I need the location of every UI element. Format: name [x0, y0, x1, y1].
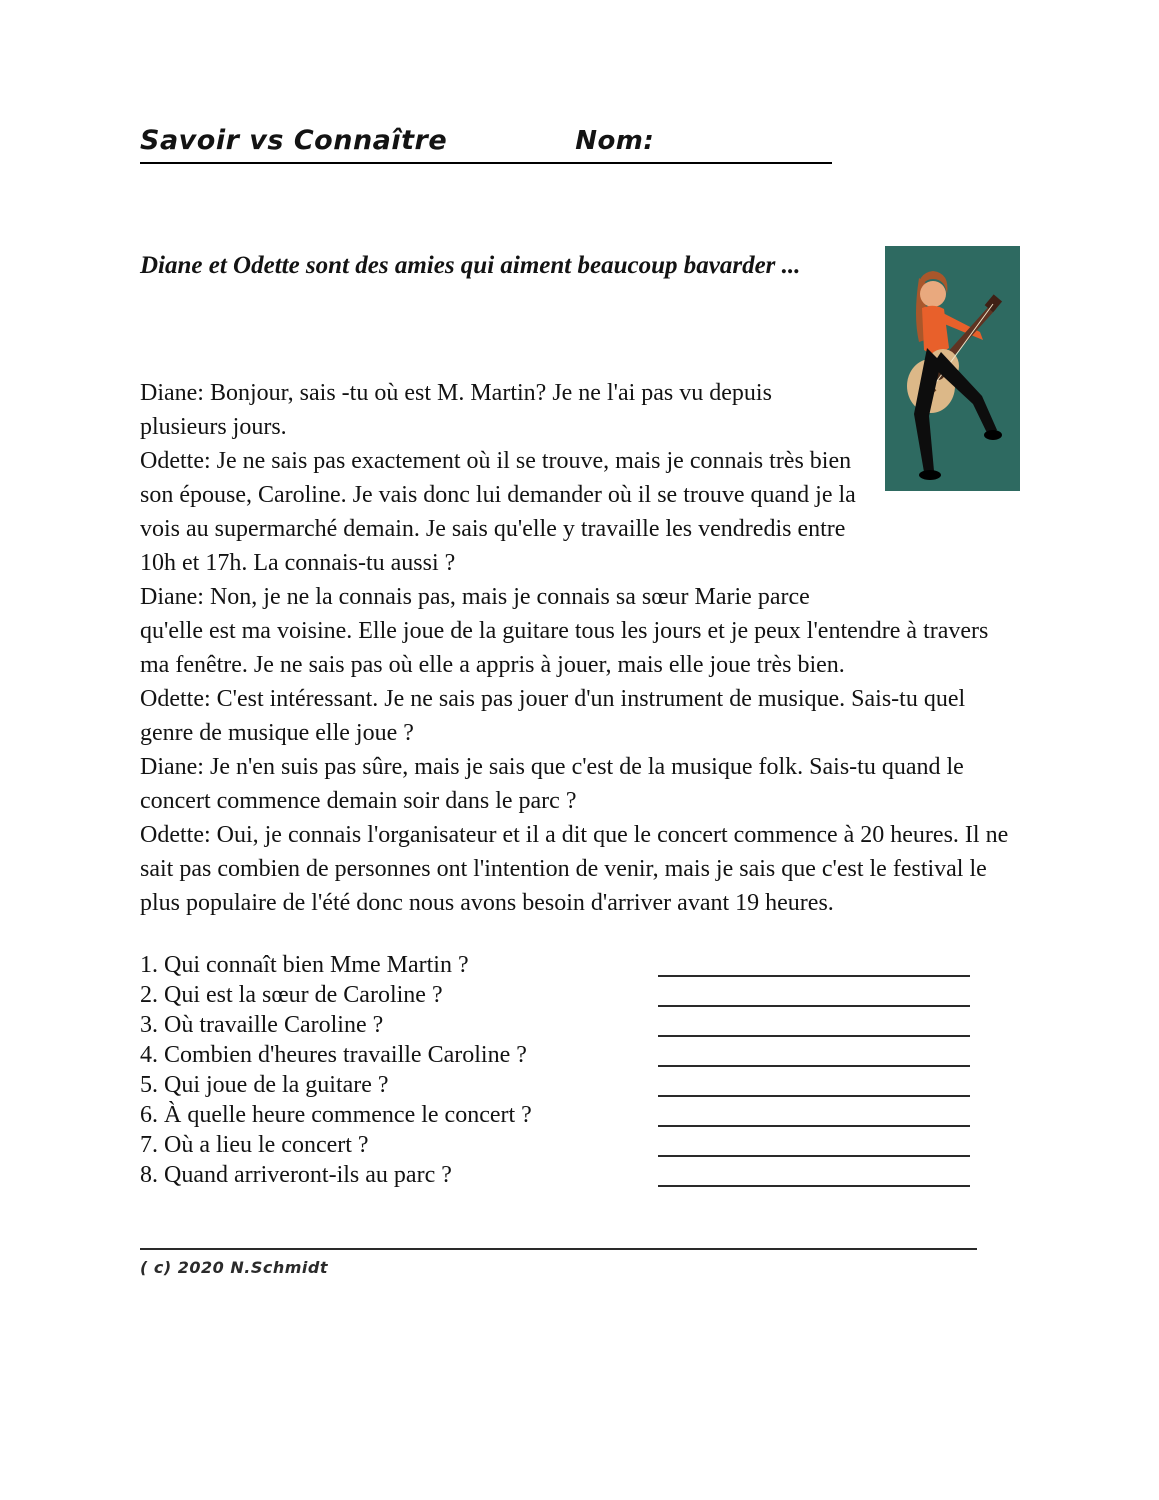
copyright-text: ( c) 2020 N.Schmidt [140, 1258, 328, 1277]
worksheet-content [140, 252, 1020, 1277]
dialogue-line: Odette: Oui, je connais l'organisateur et il a dit que le concert commence à 20 heures. Il ne sait pas combien de personnes ont l'intention de venir, mais je sais que c'est le festival le plus populaire de l'été donc nous avons besoin d'arriver avant 19 heures. [140, 822, 1009, 916]
question-list [140, 950, 1020, 1190]
question-text: 1. Qui connaît bien Mme Martin ? [140, 952, 469, 978]
answer-blank-line [658, 1163, 970, 1187]
question-item [140, 1100, 1020, 1130]
question-text: 4. Combien d'heures travaille Caroline ? [140, 1042, 527, 1068]
question-text: 3. Où travaille Caroline ? [140, 1012, 384, 1038]
guitar-player-image [885, 246, 1020, 491]
answer-blank-line [658, 1073, 970, 1097]
question-item [140, 950, 1020, 980]
question-text: 2. Qui est la sœur de Caroline ? [140, 982, 443, 1008]
dialogue-line: Diane: Non, je ne la connais pas, mais je connais sa sœur Marie parce qu'elle est ma voisine. Elle joue de la guitare tous les jours et je peux l'entendre à travers ma fenêtre. Je ne sais pas où elle a appris à jouer, mais elle joue très bien. [140, 584, 989, 678]
dialogue-line: Odette: C'est intéressant. Je ne sais pas jouer d'un instrument de musique. Sais-tu quel genre de musique elle joue ? [140, 686, 966, 746]
question-item [140, 1160, 1020, 1190]
dialogue-line: Diane: Je n'en suis pas sûre, mais je sais que c'est de la musique folk. Sais-tu quand le concert commence demain soir dans le parc ? [140, 754, 964, 814]
intro-sentence: Diane et Odette sont des amies qui aiment beaucoup bavarder ... [140, 252, 801, 279]
question-item [140, 1010, 1020, 1040]
footer-divider-line [140, 1248, 977, 1250]
question-item [140, 980, 1020, 1010]
page-title: Savoir vs Connaître [140, 125, 448, 156]
question-text: 6. À quelle heure commence le concert ? [140, 1102, 532, 1128]
guitar-player-illustration [885, 246, 1020, 491]
answer-blank-line [658, 953, 970, 977]
dialogue-line: Odette: Je ne sais pas exactement où il se trouve, mais je connais très bien son épouse, Caroline. Je vais donc lui demander où il se trouve quand je la vois au supermarché demain. Je sais qu'elle y travaille les vendredis entre 10h et 17h. La connais-tu aussi ? [140, 448, 856, 576]
question-item [140, 1040, 1020, 1070]
dialogue-line: Diane: Bonjour, sais -tu où est M. Martin? Je ne l'ai pas vu depuis plusieurs jours. [140, 380, 772, 440]
question-item [140, 1130, 1020, 1160]
answer-blank-line [658, 983, 970, 1007]
question-text: 5. Qui joue de la guitare ? [140, 1072, 389, 1098]
answer-blank-line [658, 1013, 970, 1037]
question-text: 8. Quand arriveront-ils au parc ? [140, 1162, 452, 1188]
answer-blank-line [658, 1043, 970, 1067]
question-text: 7. Où a lieu le concert ? [140, 1132, 369, 1158]
header [140, 125, 832, 164]
name-field-label: Nom: [575, 126, 655, 156]
question-item [140, 1070, 1020, 1100]
answer-blank-line [658, 1103, 970, 1127]
answer-blank-line [658, 1133, 970, 1157]
